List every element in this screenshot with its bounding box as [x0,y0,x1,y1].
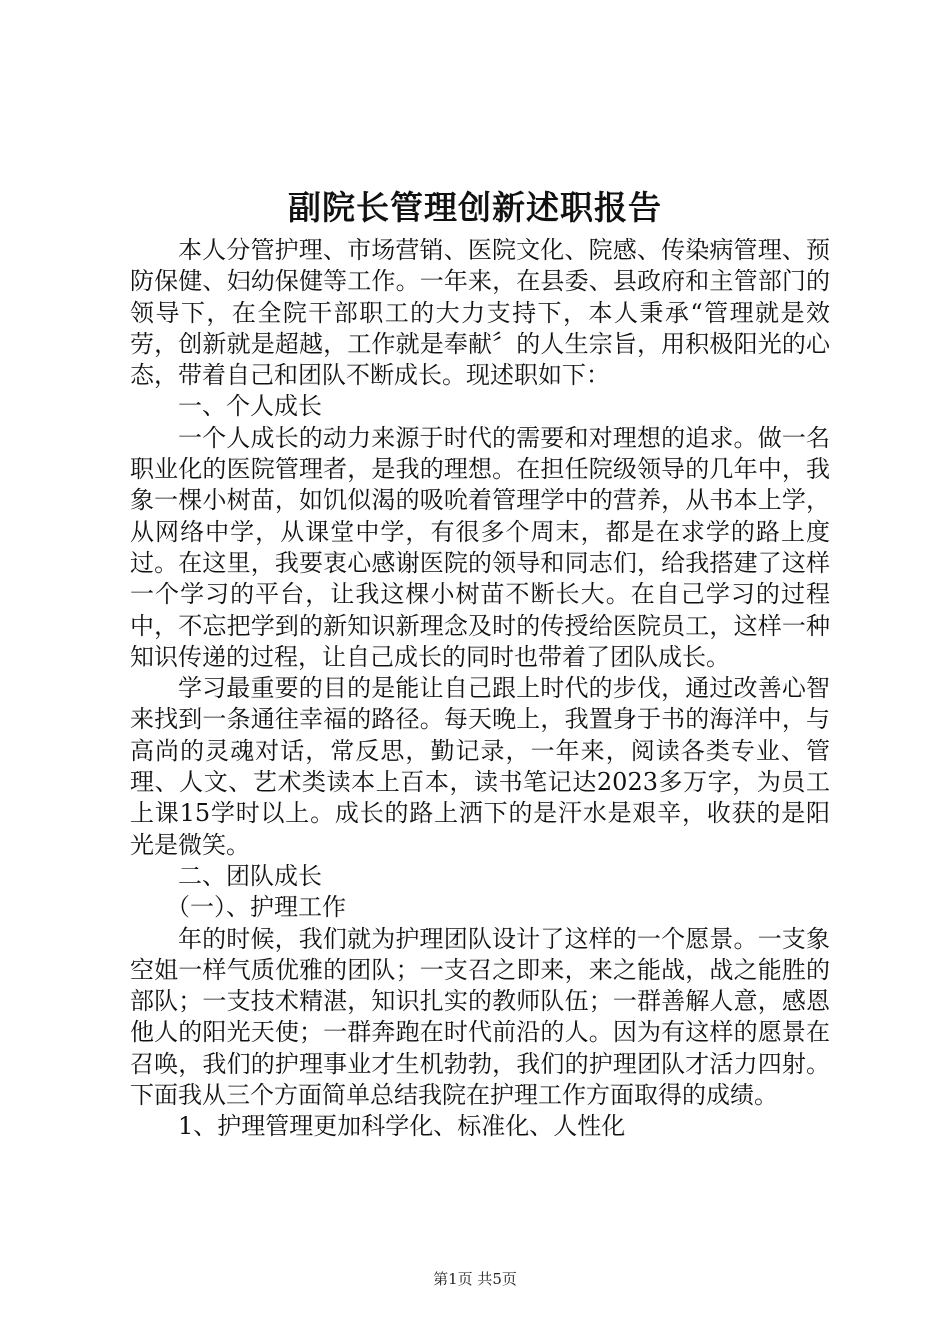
section-heading-personal-growth: 一、个人成长 [178,392,322,421]
item-heading-nursing-management: 1、护理管理更加科学化、标准化、人性化 [178,1112,626,1141]
subsection-heading-nursing: （一）、护理工作 [166,893,346,922]
paragraph-nursing-vision: 年的时候，我们就为护理团队设计了这样的一个愿景。一支象空姐一样气质优雅的团队；一支召之即来，来之能战，战之能胜的部队；一支技术精湛，知识扎实的教师队伍；一群善解人意，感恩他人的阳光天使；一群奔跑在时代前沿的人。因为有这样的愿景在召唤，我们的护理事业才生机勃勃，我们的护理团队才活力四射。下面我从三个方面简单总结我院在护理工作方面取得的成绩。 [130,924,830,1110]
paragraph-personal-growth: 一个人成长的动力来源于时代的需要和对理想的追求。做一名职业化的医院管理者，是我的理想。在担任院级领导的几年中，我象一棵小树苗，如饥似渴的吸吮着管理学中的营养，从书本上学，从网络中学，从课堂中学，有很多个周末，都是在求学的路上度过。在这里，我要衷心感谢医院的领导和同志们，给我搭建了这样一个学习的平台，让我这棵小树苗不断长大。在自己学习的过程中，不忘把学到的新知识新理念及时的传授给医院员工，这样一种知识传递的过程，让自己成长的同时也带着了团队成长。 [130,423,830,671]
page-title: 副院长管理创新述职报告 [288,188,662,227]
section-heading-team-growth: 二、团队成长 [178,861,322,890]
document-body [130,235,830,1143]
intro-paragraph: 本人分管护理、市场营销、医院文化、院感、传染病管理、预防保健、妇幼保健等工作。一年来，在县委、县政府和主管部门的领导下，在全院干部职工的大力支持下，本人秉承“管理就是效劳，创新就是超越，工作就是奉献〞的人生宗旨，用积极阳光的心态，带着自己和团队不断成长。现述职如下： [130,236,830,390]
paragraph-learning: 学习最重要的目的是能让自己跟上时代的步伐，通过改善心智来找到一条通往幸福的路径。每天晚上，我置身于书的海洋中，与高尚的灵魂对话，常反思，勤记录，一年来，阅读各类专业、管理、人文、艺术类读本上百本，读书笔记达2023多万字，为员工上课15学时以上。成长的路上洒下的是汗水是艰辛，收获的是阳光是微笑。 [130,674,830,859]
page-footer: 第1页 共5页 [433,1270,517,1288]
